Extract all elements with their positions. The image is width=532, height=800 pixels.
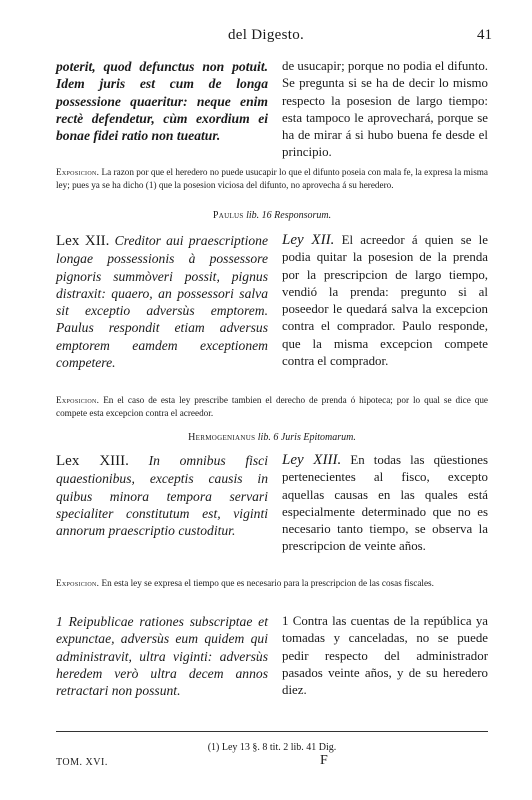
- page-number: 41: [477, 27, 492, 43]
- section2-heading: [56, 210, 488, 221]
- lex-xii-heading: Lex XII.: [56, 233, 110, 249]
- section2-author: Paulus: [212, 210, 244, 221]
- page-header: [40, 27, 492, 49]
- block1-latin: [56, 58, 268, 144]
- section2-source: lib. 16 Responsorum.: [246, 210, 332, 221]
- section3-source: lib. 6 Juris Epitomarum.: [257, 432, 356, 443]
- signature-mark: F: [320, 753, 328, 768]
- section4-spanish-text: Contra las cuentas de la república ya tomadas y canceladas, no se puede pedir respecto del administrador pasados veinte años, y de su heredero diez.: [282, 614, 488, 698]
- exposicion-label: Exposicion.: [56, 395, 100, 405]
- section4-latin-text: Reipublicae rationes subscriptae et expunctae, adversùs eum quidem qui administravit, ultra viginti: adversùs heredem verò ultra decem annos retractari non possunt.: [56, 614, 268, 699]
- ley-xiii-heading: Ley XIII.: [282, 452, 342, 468]
- section3-latin: [56, 452, 268, 539]
- exposicion-label: Exposicion.: [56, 167, 100, 177]
- section4-spanish-number: 1: [282, 614, 289, 628]
- exposicion-text: La razon por que el heredero no puede usucapir lo que el difunto poseia con mala fe, la expresa la misma ley; pues ya se ha dicho (1) que la posesion viciosa del difunto, no aprovecha á su heredero.: [56, 167, 489, 190]
- block1-spanish-text: de usucapir; porque no podia el difunto. Se pregunta si se ha de decir lo mismo respecto la posesion de largo tiempo: esta tampoco le aprovechará, porque se ha de mirar á si hubo buena fe desde el principio.: [282, 59, 488, 160]
- footnote-rule: [56, 731, 488, 732]
- ley-xii-heading: Ley XII.: [282, 232, 335, 248]
- section2-latin-text: Creditor aui praescriptione longae possessionis à possessore pignoris summòveri possit, pignus distraxit: quaero, an possessori salva sit exceptio adversùs emptorem. Paulus respondit etiam adversus emptorem eamdem exceptionem competere.: [56, 233, 268, 371]
- exposicion-text: En el caso de esta ley prescribe tambien el derecho de prenda ó hipoteca; por lo qual se dice que compete esta excepcion contra el acreedor.: [56, 395, 489, 418]
- block1-exposicion: [56, 166, 488, 192]
- section2-latin: [56, 232, 268, 371]
- section4-spanish: [282, 613, 488, 699]
- section3-heading: [56, 432, 488, 443]
- section3-author: Hermogenianus: [188, 432, 256, 443]
- volume-label: TOM. XVI.: [56, 757, 108, 768]
- section4-latin-number: 1: [56, 614, 63, 629]
- section2-spanish-text: El acreedor á quien se le podia quitar la posesion de la prenda por la prescripcion de largo tiempo, vendió la prenda: pregunto si al poseedor le quedará salva la excepcion contra el comprador. Paulo responde, que la misma excepcion compete contra el comprador.: [282, 233, 488, 369]
- block1-spanish: [282, 58, 488, 162]
- section4-latin: [56, 613, 268, 699]
- section2-spanish: [282, 232, 488, 370]
- exposicion-label: Exposicion.: [56, 578, 100, 588]
- block1-latin-text: poterit, quod defunctus non potuit. Idem juris est cum de longa possessione quaeritur: neque enim rectè defendetur, cùm exordium ei bonae fidei ratio non tueatur.: [56, 59, 268, 144]
- running-title: del Digesto.: [227, 27, 305, 43]
- section3-exposicion: [56, 577, 488, 590]
- exposicion-text: En esta ley se expresa el tiempo que es necesario para la prescripcion de las cosas fiscales.: [101, 578, 434, 588]
- section3-latin-text: In omnibus fisci quaestionibus, exceptis causis in quibus minora tempora servari specialiter constitutum est, viginti annorum praescriptio custoditur.: [56, 453, 268, 539]
- lex-xiii-heading: Lex XIII.: [56, 453, 129, 469]
- section3-spanish-text: En todas las qüestiones pertenecientes al fisco, excepto aquellas causas en las quales está especialmente determinado que no es necesario tanto tiempo, se observa la prescripcion de veinte años.: [282, 453, 489, 554]
- footnote: (1) Ley 13 §. 8 tit. 2 lib. 41 Dig.: [207, 742, 337, 753]
- section2-exposicion: [56, 394, 488, 420]
- section3-spanish: [282, 452, 488, 556]
